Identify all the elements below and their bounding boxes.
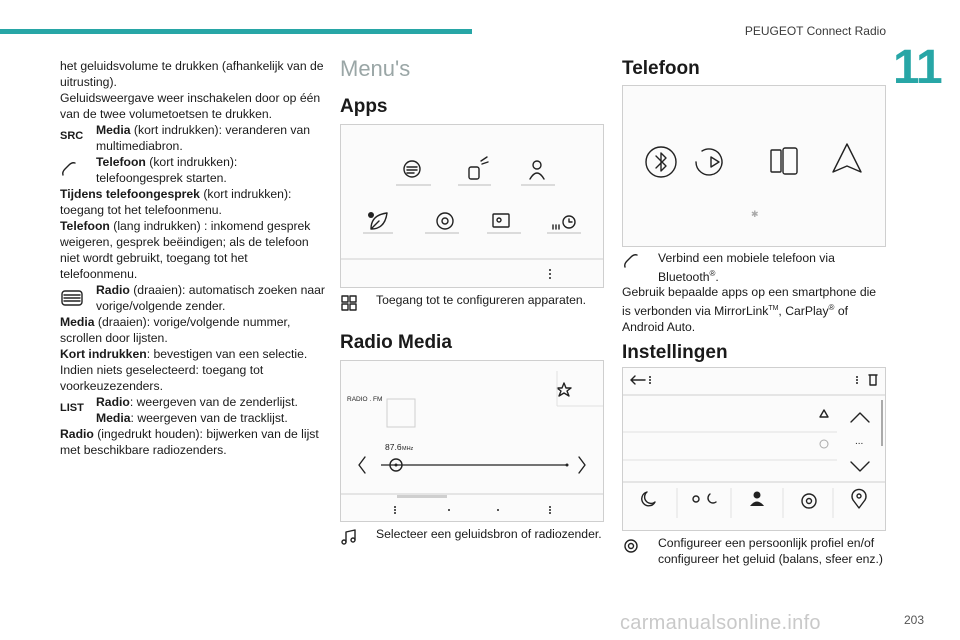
day-night-icon (693, 494, 716, 503)
apps-caption-row (340, 292, 605, 316)
next-station-icon (579, 457, 585, 473)
night-mode-icon (642, 492, 655, 506)
instellingen-caption: Configureer een persoonlijk profiel en/of configureer het geluid (balans, sfeer enz.) (658, 536, 883, 566)
radio-caption-row (340, 526, 605, 550)
paragraph: Radio (ingedrukt houden): bijwerken van de lijst met beschikbare radiozenders. (60, 427, 319, 457)
svg-text:✱: ✱ (751, 209, 759, 219)
android-auto-icon (833, 144, 861, 172)
telefoon-caption-line2: Gebruik bepaalde apps op een smartphone die is verbonden via MirrorLink™, CarPlay® of Android Auto. (622, 285, 877, 335)
previous-station-icon (359, 457, 365, 473)
instellingen-heading: Instellingen (622, 342, 728, 363)
apps-more-icon (549, 269, 551, 279)
location-settings-icon (852, 489, 866, 508)
paragraph: Media (draaien): vorige/volgende nummer, scrollen door lijsten. (60, 315, 291, 345)
svg-text:...: ... (855, 436, 864, 447)
settings-more-icon (856, 376, 858, 384)
paragraph: Geluidsweergave weer inschakelen door op één van de twee volumetoetsen te drukken. (60, 91, 321, 121)
paragraph: het geluidsvolume te drukken (afhankelijk van de uitrusting). (60, 59, 324, 89)
apps-screen (340, 124, 604, 288)
gear-icon (802, 494, 816, 508)
menus-heading: Menu's (340, 56, 411, 81)
telefoon-heading: Telefoon (622, 58, 700, 79)
phone-icon (60, 154, 96, 178)
vehicle-settings-app-icon (425, 213, 459, 233)
scroll-up-icon (851, 413, 869, 422)
radio-knob-row: Radio (draaien): automatisch zoeken naar vorige/volgende zender. (60, 282, 325, 314)
settings-gear-icon (622, 535, 658, 567)
eco-app-icon (363, 212, 393, 233)
apps-screen-tiles (363, 157, 581, 233)
page-number: 203 (903, 613, 924, 627)
radio-screen-label: RADIO . FM (347, 396, 383, 403)
connected-device-app-icon (458, 157, 491, 185)
profile-icon (750, 492, 764, 507)
driver-profile-app-icon (521, 161, 555, 185)
delete-icon (869, 375, 877, 385)
radio-frequency: 87.6 (385, 442, 402, 452)
src-icon: SRC (60, 130, 84, 142)
telefoon-caption-line1: Verbind een mobiele telefoon via Bluetooth®. (658, 251, 835, 285)
paragraph: Tijdens telefoongesprek (kort indrukken): toegang tot het telefoonmenu. (60, 187, 292, 217)
telefoon-screen (622, 85, 886, 247)
header-title: PEUGEOT Connect Radio (744, 24, 886, 38)
phone-row: Telefoon (kort indrukken): telefoongesprek starten. (60, 154, 325, 186)
climate-timer-app-icon (547, 216, 581, 233)
messages-app-icon (396, 161, 431, 185)
paragraph: Telefoon (lang indrukken) : inkomend gesprek weigeren, gesprek beëindigen; als de telefoon niet wordt gebruikt, toegang tot het telefoonmenu. (60, 219, 311, 281)
radio-media-heading: Radio Media (340, 332, 452, 353)
header-accent-bar (0, 29, 472, 34)
contacts-app-icon (487, 214, 521, 233)
list-icon: LIST (60, 402, 84, 414)
instellingen-caption-row (622, 535, 887, 567)
chapter-number: 11 (893, 41, 942, 94)
radio-more-icon-left (394, 506, 396, 514)
radio-media-screen (340, 360, 604, 522)
instellingen-screen (622, 367, 886, 531)
radio-frequency-unit: MHz (402, 446, 414, 452)
paragraph: Kort indrukken: bevestigen van een selectie. Indien niets geselecteerd: toegang tot voorkeuzezenders. (60, 347, 308, 393)
scroll-down-icon (851, 462, 869, 471)
info-icon (820, 440, 828, 448)
radio-caption: Selecteer een geluidsbron of radiozender. (376, 527, 602, 541)
list-row: LIST Radio: weergeven van de zenderlijst. Media: weergeven van de tracklijst. (60, 395, 298, 425)
music-note-icon (340, 526, 376, 550)
telefoon-caption-row (622, 250, 887, 285)
carplay-icon (771, 148, 797, 174)
apps-heading: Apps (340, 96, 388, 117)
warning-icon (820, 410, 828, 417)
radio-more-icon-right (549, 506, 551, 514)
src-row: SRC Media (kort indrukken): veranderen van multimediabron. (60, 123, 311, 153)
watermark: carmanualsonline.info (620, 612, 821, 634)
favorite-star-icon (557, 383, 571, 396)
frequency-slider (381, 459, 569, 471)
apps-caption: Toegang tot te configureren apparaten. (376, 293, 587, 307)
back-arrow-icon (631, 376, 651, 384)
apps-grid-icon (340, 292, 376, 316)
phone-handset-icon (622, 250, 658, 285)
column-controls-text (60, 58, 325, 458)
bluetooth-icon (646, 147, 676, 177)
mirrorlink-icon (696, 149, 722, 175)
radio-knob-icon (60, 282, 96, 308)
